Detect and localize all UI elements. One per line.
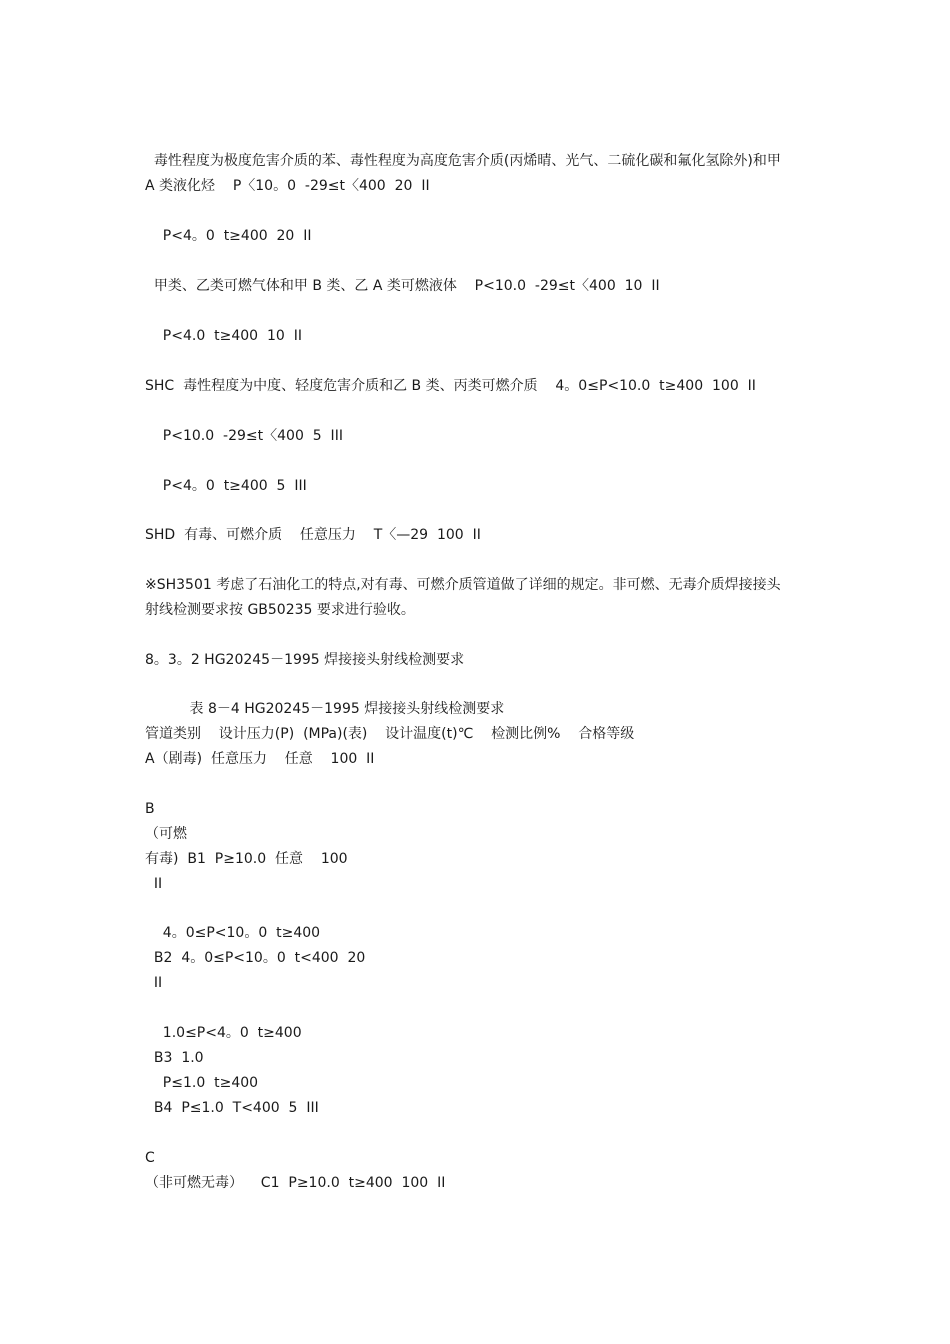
text-line: A 类液化烃 P〈10。0 -29≤t〈400 20 II [145,178,430,194]
text-line: SHD 有毒、可燃介质 任意压力 T〈—29 100 II [145,527,481,543]
table-header: 管道类别 设计压力(P) (MPa)(表) 设计温度(t)℃ 检测比例% 合格等级 [145,726,635,742]
text-line: 毒性程度为极度危害介质的苯、毒性程度为高度危害介质(丙烯晴、光气、二硫化碳和氟化氢除外)和甲 [145,153,781,169]
note-paragraph: 射线检测要求按 GB50235 要求进行验收。 [145,602,415,618]
note-paragraph: ※SH3501 考虑了石油化工的特点,对有毒、可燃介质管道做了详细的规定。非可燃、无毒介质焊接接头 [145,577,781,593]
table-row: II [145,876,163,892]
text-line: P<10.0 -29≤t〈400 5 III [145,428,343,444]
table-row: A（剧毒) 任意压力 任意 100 II [145,751,375,767]
table-row: P≤1.0 t≥400 [145,1075,259,1091]
table-row: 有毒) B1 P≥10.0 任意 100 [145,851,348,867]
table-row: II [145,975,163,991]
table-row: B2 4。0≤P<10。0 t<400 20 [145,950,366,966]
text-line: P<4。0 t≥400 5 III [145,478,307,494]
text-line: SHC 毒性程度为中度、轻度危害介质和乙 B 类、丙类可燃介质 4。0≤P<10.0 t≥400 100 II [145,378,756,394]
table-row: （可燃 [145,826,187,842]
table-row: 1.0≤P<4。0 t≥400 [145,1025,302,1041]
table-row: 4。0≤P<10。0 t≥400 [145,925,321,941]
table-row: B4 P≤1.0 T<400 5 III [145,1100,319,1116]
table-row: （非可燃无毒） C1 P≥10.0 t≥400 100 II [145,1175,446,1191]
table-caption: 表 8－4 HG20245－1995 焊接接头射线检测要求 [145,701,505,717]
text-line: P<4.0 t≥400 10 II [145,328,302,344]
table-row: B3 1.0 [145,1050,204,1066]
table-row: B [145,801,155,817]
text-line: 甲类、乙类可燃气体和甲 B 类、乙 A 类可燃液体 P<10.0 -29≤t〈400 10 II [145,278,660,294]
section-heading: 8。3。2 HG20245－1995 焊接接头射线检测要求 [145,652,465,668]
text-line: P<4。0 t≥400 20 II [145,228,312,244]
table-row: C [145,1150,155,1166]
